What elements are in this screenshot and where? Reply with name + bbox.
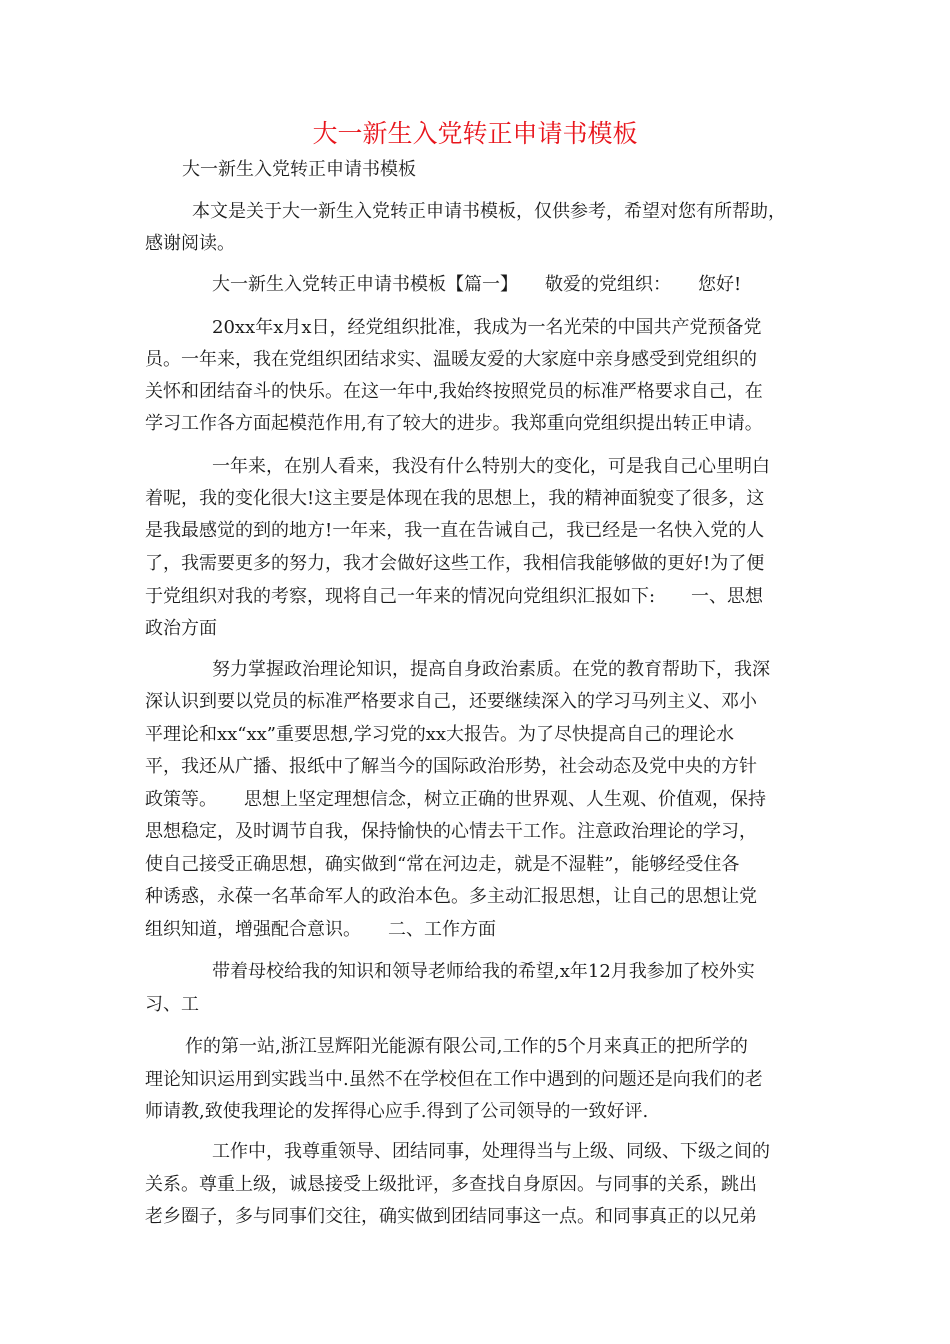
- paragraph-line: 思想稳定，及时调节自我，保持愉快的心情去干工作。注意政治理论的学习，: [145, 821, 757, 842]
- paragraph-line: 20xx年x月x日，经党组织批准，我成为一名光荣的中国共产党预备党: [212, 317, 762, 338]
- paragraph-line: 努力掌握政治理论知识，提高自身政治素质。在党的教育帮助下，我深: [212, 659, 770, 680]
- paragraph-line: 老乡圈子，多与同事们交往，确实做到团结同事这一点。和同事真正的以兄弟: [145, 1206, 757, 1227]
- paragraph-line: 师请教,致使我理论的发挥得心应手.得到了公司领导的一致好评.: [145, 1101, 649, 1122]
- paragraph-line: 作的第一站,浙江昱辉阳光能源有限公司,工作的5个月来真正的把所学的: [185, 1036, 748, 1057]
- paragraph-line: 政治方面: [145, 618, 217, 639]
- paragraph-line: 政策等。 思想上坚定理想信念，树立正确的世界观、人生观、价值观，保持: [145, 789, 766, 810]
- section-heading-line: 大一新生入党转正申请书模板【篇一】 敬爱的党组织： 您好!: [212, 274, 742, 295]
- subtitle-line: 大一新生入党转正申请书模板: [182, 159, 416, 180]
- paragraph-line: 于党组织对我的考察，现将自己一年来的情况向党组织汇报如下: 一、思想: [145, 586, 764, 607]
- paragraph-line: 深认识到要以党员的标准严格要求自己，还要继续深入的学习马列主义、邓小: [145, 691, 757, 712]
- paragraph-line: 理论知识运用到实践当中.虽然不在学校但在工作中遇到的问题还是向我们的老: [145, 1069, 763, 1090]
- paragraph-line: 习、工: [145, 994, 199, 1015]
- paragraph-line: 了，我需要更多的努力，我才会做好这些工作，我相信我能够做的更好!为了便: [145, 553, 765, 574]
- paragraph-line: 着呢，我的变化很大!这主要是体现在我的思想上，我的精神面貌变了很多，这: [145, 488, 765, 509]
- document-title: 大一新生入党转正申请书模板: [312, 119, 638, 148]
- paragraph-line: 平，我还从广播、报纸中了解当今的国际政治形势，社会动态及党中央的方针: [145, 756, 757, 777]
- paragraph-line: 本文是关于大一新生入党转正申请书模板，仅供参考，希望对您有所帮助，: [192, 201, 786, 222]
- paragraph-line: 一年来，在别人看来，我没有什么特别大的变化，可是我自己心里明白: [212, 456, 770, 477]
- paragraph-line: 带着母校给我的知识和领导老师给我的希望,x年12月我参加了校外实: [212, 961, 755, 982]
- paragraph-line: 平理论和xx“xx”重要思想,学习党的xx大报告。为了尽快提高自己的理论水: [145, 724, 735, 745]
- paragraph-line: 学习工作各方面起模范作用,有了较大的进步。我郑重向党组织提出转正申请。: [145, 413, 763, 434]
- paragraph-line: 种诱惑，永葆一名革命军人的政治本色。多主动汇报思想，让自己的思想让党: [145, 886, 757, 907]
- paragraph-line: 使自己接受正确思想，确实做到“常在河边走，就是不湿鞋”，能够经受住各: [145, 854, 740, 875]
- paragraph-line: 工作中，我尊重领导、团结同事，处理得当与上级、同级、下级之间的: [212, 1141, 770, 1162]
- paragraph-line: 关系。尊重上级，诚恳接受上级批评，多查找自身原因。与同事的关系，跳出: [145, 1174, 757, 1195]
- paragraph-line: 感谢阅读。: [145, 233, 235, 254]
- paragraph-line: 是我最感觉的到的地方!一年来，我一直在告诫自己，我已经是一名快入党的人: [145, 520, 765, 541]
- paragraph-line: 组织知道，增强配合意识。 二、工作方面: [145, 919, 496, 940]
- paragraph-line: 关怀和团结奋斗的快乐。在这一年中,我始终按照党员的标准严格要求自己，在: [145, 381, 763, 402]
- paragraph-line: 员。一年来，我在党组织团结求实、温暖友爱的大家庭中亲身感受到党组织的: [145, 349, 757, 370]
